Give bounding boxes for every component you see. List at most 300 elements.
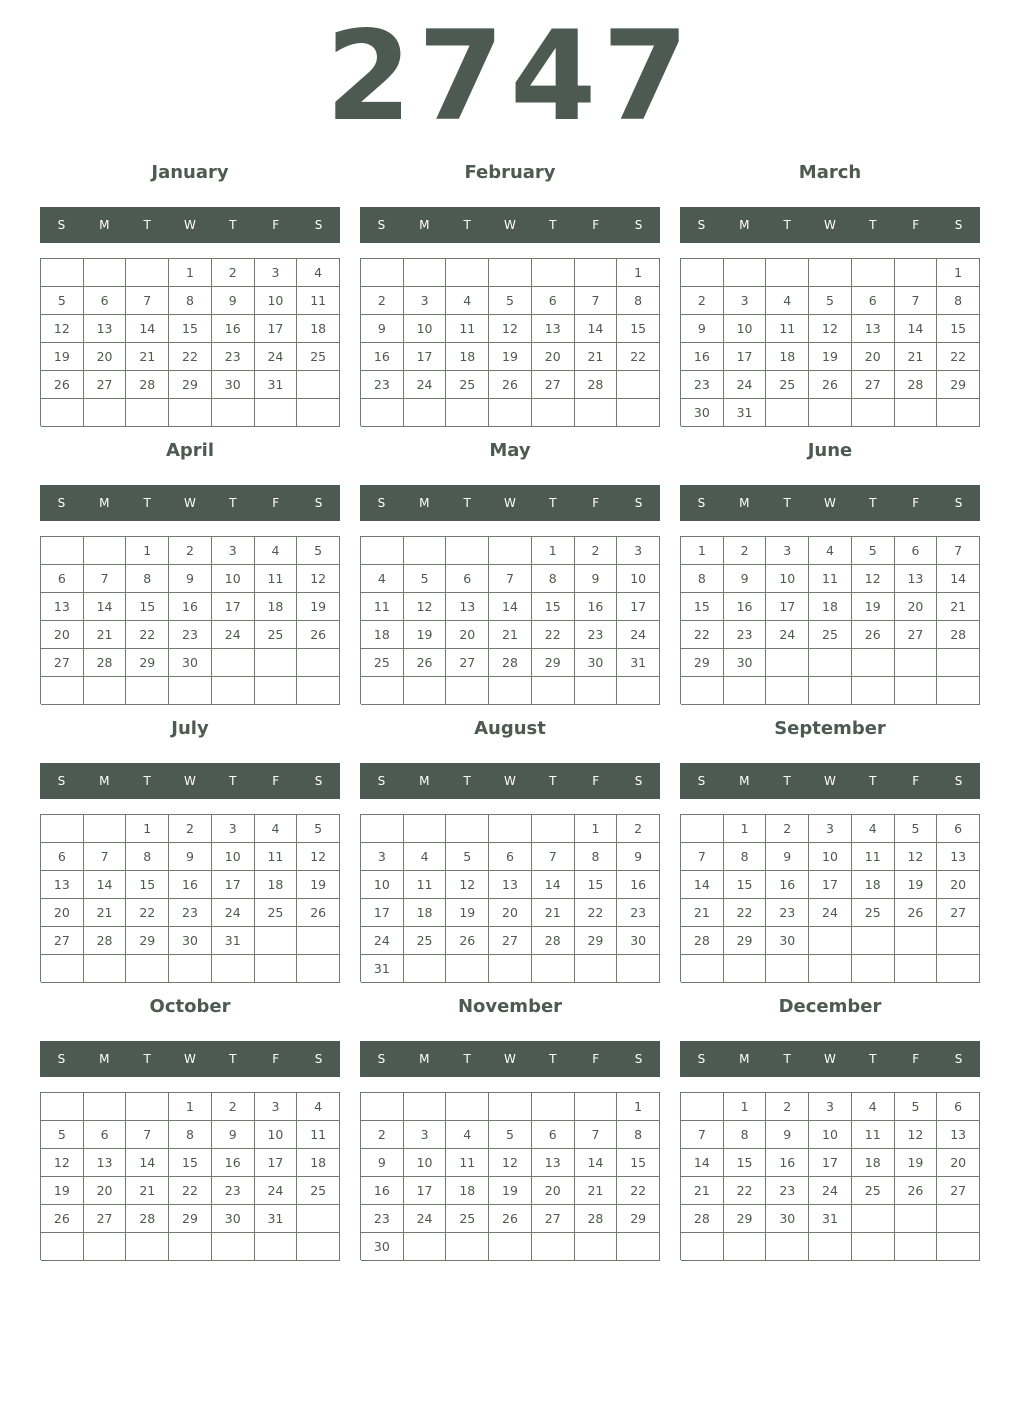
day-cell: 23 [681, 371, 724, 399]
day-cell: 26 [809, 371, 852, 399]
day-cell: 1 [617, 259, 660, 287]
weekday-label: T [783, 218, 791, 232]
day-cell: 2 [681, 287, 724, 315]
day-cell: 17 [212, 593, 255, 621]
day-cell: 17 [255, 1149, 298, 1177]
day-cell: 16 [766, 871, 809, 899]
day-cell: 29 [169, 371, 212, 399]
day-cell: 13 [532, 1149, 575, 1177]
day-cell: 19 [41, 343, 84, 371]
month-august [360, 711, 660, 989]
day-cell [895, 677, 938, 705]
day-cell: 21 [489, 621, 532, 649]
weekday-label: M [419, 218, 430, 232]
day-cell: 25 [446, 1205, 489, 1233]
day-cell: 11 [297, 1121, 340, 1149]
day-cell [404, 1093, 447, 1121]
day-cell: 5 [489, 287, 532, 315]
day-cell [255, 677, 298, 705]
day-cell: 9 [617, 843, 660, 871]
day-cell: 5 [446, 843, 489, 871]
day-cell [852, 927, 895, 955]
weekday-label: W [824, 496, 836, 510]
day-cell: 25 [361, 649, 404, 677]
day-cell: 5 [41, 1121, 84, 1149]
day-cell: 10 [809, 843, 852, 871]
day-cell: 20 [489, 899, 532, 927]
day-cell [84, 259, 127, 287]
day-cell: 15 [681, 593, 724, 621]
day-cell [489, 399, 532, 427]
weekday-label: T [869, 218, 877, 232]
weekday-label: F [912, 218, 920, 232]
day-cell [617, 955, 660, 983]
month-june [680, 433, 980, 711]
day-cell: 12 [297, 565, 340, 593]
day-cell: 27 [84, 1205, 127, 1233]
day-cell: 22 [532, 621, 575, 649]
day-cell [404, 259, 447, 287]
day-cell: 14 [937, 565, 980, 593]
day-cell: 10 [809, 1121, 852, 1149]
day-cell: 19 [489, 343, 532, 371]
day-cell [852, 955, 895, 983]
day-cell [361, 259, 404, 287]
day-cell: 9 [212, 1121, 255, 1149]
day-cell [169, 955, 212, 983]
day-cell: 24 [809, 1177, 852, 1205]
day-cell [255, 1233, 298, 1261]
weekday-label: T [143, 774, 151, 788]
day-cell: 27 [84, 371, 127, 399]
day-cell: 30 [617, 927, 660, 955]
day-cell: 21 [681, 1177, 724, 1205]
weekday-label: F [912, 496, 920, 510]
weekday-header [680, 1041, 980, 1077]
day-cell: 2 [617, 815, 660, 843]
day-cell [489, 1093, 532, 1121]
day-cell: 26 [852, 621, 895, 649]
day-cell: 28 [575, 371, 618, 399]
weekday-label: S [954, 218, 963, 232]
day-cell: 13 [895, 565, 938, 593]
day-cell: 19 [809, 343, 852, 371]
day-cell: 29 [532, 649, 575, 677]
day-cell: 8 [126, 565, 169, 593]
day-cell [617, 677, 660, 705]
day-cell: 17 [766, 593, 809, 621]
day-cell: 23 [766, 899, 809, 927]
day-cell [84, 537, 127, 565]
day-cell [809, 927, 852, 955]
weekday-label: T [549, 218, 557, 232]
day-cell: 20 [41, 899, 84, 927]
day-cell: 27 [446, 649, 489, 677]
day-cell: 16 [361, 343, 404, 371]
day-cell: 18 [446, 343, 489, 371]
day-cell [895, 259, 938, 287]
day-cell: 22 [681, 621, 724, 649]
weekday-label: T [549, 1052, 557, 1066]
day-cell: 24 [404, 371, 447, 399]
day-cell: 10 [212, 565, 255, 593]
day-cell: 8 [724, 843, 767, 871]
day-cell [489, 955, 532, 983]
days-grid [360, 258, 660, 426]
day-cell [84, 1093, 127, 1121]
day-cell: 22 [724, 899, 767, 927]
day-cell: 12 [489, 315, 532, 343]
month-may [360, 433, 660, 711]
day-cell [895, 955, 938, 983]
day-cell [404, 537, 447, 565]
day-cell [937, 955, 980, 983]
weekday-header [360, 485, 660, 521]
day-cell: 16 [681, 343, 724, 371]
days-grid [40, 1092, 340, 1260]
days-grid [360, 814, 660, 982]
day-cell: 18 [255, 871, 298, 899]
day-cell: 2 [212, 1093, 255, 1121]
weekday-label: S [377, 496, 386, 510]
day-cell: 22 [575, 899, 618, 927]
month-december [680, 989, 980, 1267]
day-cell: 29 [575, 927, 618, 955]
day-cell: 14 [681, 871, 724, 899]
day-cell [617, 371, 660, 399]
day-cell [297, 399, 340, 427]
day-cell [809, 1233, 852, 1261]
day-cell: 6 [937, 1093, 980, 1121]
day-cell: 28 [681, 1205, 724, 1233]
day-cell [212, 1233, 255, 1261]
day-cell: 26 [297, 621, 340, 649]
day-cell: 10 [404, 315, 447, 343]
day-cell: 25 [852, 1177, 895, 1205]
day-cell: 1 [724, 815, 767, 843]
day-cell: 4 [255, 537, 298, 565]
weekday-label: F [272, 1052, 280, 1066]
day-cell [809, 259, 852, 287]
day-cell: 17 [809, 871, 852, 899]
day-cell: 18 [852, 871, 895, 899]
day-cell: 23 [361, 371, 404, 399]
day-cell: 28 [84, 649, 127, 677]
day-cell: 29 [937, 371, 980, 399]
day-cell: 10 [255, 1121, 298, 1149]
day-cell: 24 [212, 621, 255, 649]
day-cell: 30 [766, 927, 809, 955]
day-cell: 3 [255, 259, 298, 287]
day-cell: 5 [895, 1093, 938, 1121]
day-cell: 31 [617, 649, 660, 677]
day-cell: 16 [766, 1149, 809, 1177]
day-cell: 12 [489, 1149, 532, 1177]
day-cell: 23 [212, 343, 255, 371]
day-cell: 17 [404, 1177, 447, 1205]
weekday-label: T [229, 774, 237, 788]
day-cell: 23 [361, 1205, 404, 1233]
day-cell: 23 [212, 1177, 255, 1205]
day-cell: 28 [681, 927, 724, 955]
day-cell [852, 1233, 895, 1261]
day-cell: 31 [212, 927, 255, 955]
day-cell [895, 649, 938, 677]
day-cell [575, 955, 618, 983]
day-cell [937, 1233, 980, 1261]
day-cell [489, 677, 532, 705]
day-cell: 8 [617, 287, 660, 315]
day-cell: 19 [895, 871, 938, 899]
day-cell: 15 [937, 315, 980, 343]
day-cell [852, 649, 895, 677]
day-cell: 23 [169, 899, 212, 927]
day-cell: 7 [489, 565, 532, 593]
day-cell [809, 677, 852, 705]
day-cell [297, 371, 340, 399]
day-cell: 11 [255, 843, 298, 871]
day-cell: 7 [937, 537, 980, 565]
day-cell: 13 [852, 315, 895, 343]
day-cell: 12 [895, 1121, 938, 1149]
day-cell [937, 399, 980, 427]
day-cell: 12 [404, 593, 447, 621]
day-cell [404, 1233, 447, 1261]
day-cell: 11 [852, 1121, 895, 1149]
day-cell [297, 955, 340, 983]
day-cell: 2 [169, 815, 212, 843]
day-cell: 16 [724, 593, 767, 621]
day-cell: 4 [809, 537, 852, 565]
day-cell: 15 [532, 593, 575, 621]
day-cell: 26 [446, 927, 489, 955]
day-cell: 9 [361, 315, 404, 343]
day-cell: 28 [937, 621, 980, 649]
day-cell: 1 [126, 815, 169, 843]
day-cell: 20 [852, 343, 895, 371]
day-cell [532, 1093, 575, 1121]
day-cell: 29 [126, 927, 169, 955]
day-cell: 7 [532, 843, 575, 871]
day-cell [489, 815, 532, 843]
day-cell: 10 [724, 315, 767, 343]
day-cell: 14 [575, 1149, 618, 1177]
day-cell: 1 [169, 259, 212, 287]
day-cell: 26 [489, 371, 532, 399]
day-cell: 25 [255, 899, 298, 927]
weekday-label: F [592, 218, 600, 232]
day-cell: 9 [575, 565, 618, 593]
day-cell: 16 [212, 315, 255, 343]
day-cell: 21 [126, 343, 169, 371]
day-cell: 24 [404, 1205, 447, 1233]
day-cell: 2 [766, 815, 809, 843]
month-name: January [151, 162, 229, 183]
day-cell [681, 1093, 724, 1121]
day-cell [84, 399, 127, 427]
day-cell [446, 1093, 489, 1121]
day-cell: 6 [41, 843, 84, 871]
day-cell: 16 [212, 1149, 255, 1177]
day-cell: 13 [84, 1149, 127, 1177]
day-cell: 3 [212, 815, 255, 843]
weekday-header [680, 763, 980, 799]
day-cell: 23 [575, 621, 618, 649]
day-cell: 11 [255, 565, 298, 593]
day-cell: 12 [809, 315, 852, 343]
month-february [360, 155, 660, 433]
month-name: December [778, 996, 882, 1017]
weekday-label: S [954, 1052, 963, 1066]
day-cell: 25 [297, 343, 340, 371]
day-cell: 16 [169, 593, 212, 621]
month-name: October [149, 996, 231, 1017]
day-cell [297, 1205, 340, 1233]
day-cell: 5 [297, 537, 340, 565]
day-cell [575, 1233, 618, 1261]
day-cell: 8 [937, 287, 980, 315]
day-cell [809, 399, 852, 427]
day-cell: 9 [724, 565, 767, 593]
day-cell: 27 [895, 621, 938, 649]
day-cell [681, 677, 724, 705]
day-cell [446, 259, 489, 287]
month-november [360, 989, 660, 1267]
day-cell: 5 [852, 537, 895, 565]
day-cell: 5 [297, 815, 340, 843]
day-cell: 29 [617, 1205, 660, 1233]
day-cell: 20 [41, 621, 84, 649]
day-cell: 20 [446, 621, 489, 649]
day-cell: 25 [297, 1177, 340, 1205]
day-cell: 21 [126, 1177, 169, 1205]
weekday-label: M [739, 496, 750, 510]
weekday-label: T [783, 774, 791, 788]
day-cell: 12 [41, 315, 84, 343]
day-cell [446, 399, 489, 427]
day-cell: 27 [937, 1177, 980, 1205]
day-cell [766, 677, 809, 705]
weekday-label: T [463, 774, 471, 788]
day-cell: 24 [724, 371, 767, 399]
day-cell: 18 [852, 1149, 895, 1177]
weekday-label: S [314, 218, 323, 232]
day-cell: 4 [361, 565, 404, 593]
days-grid [680, 258, 980, 426]
month-name: February [464, 162, 556, 183]
day-cell: 21 [575, 1177, 618, 1205]
day-cell: 28 [84, 927, 127, 955]
day-cell: 12 [895, 843, 938, 871]
days-grid [40, 258, 340, 426]
day-cell [84, 677, 127, 705]
month-october [40, 989, 340, 1267]
day-cell: 24 [212, 899, 255, 927]
days-grid [40, 814, 340, 982]
day-cell: 8 [169, 1121, 212, 1149]
day-cell: 20 [937, 871, 980, 899]
weekday-label: T [869, 774, 877, 788]
day-cell: 15 [169, 1149, 212, 1177]
weekday-label: F [592, 774, 600, 788]
day-cell: 11 [361, 593, 404, 621]
month-january [40, 155, 340, 433]
day-cell: 15 [575, 871, 618, 899]
month-july [40, 711, 340, 989]
month-name: April [165, 440, 215, 461]
weekday-label: T [869, 496, 877, 510]
day-cell [532, 259, 575, 287]
day-cell: 1 [617, 1093, 660, 1121]
weekday-label: F [272, 218, 280, 232]
day-cell [532, 815, 575, 843]
day-cell [255, 399, 298, 427]
weekday-label: S [57, 1052, 66, 1066]
day-cell [681, 1233, 724, 1261]
day-cell: 28 [895, 371, 938, 399]
day-cell: 28 [126, 1205, 169, 1233]
weekday-label: F [912, 1052, 920, 1066]
day-cell: 21 [681, 899, 724, 927]
weekday-label: M [99, 496, 110, 510]
day-cell: 2 [575, 537, 618, 565]
day-cell: 4 [404, 843, 447, 871]
day-cell: 14 [681, 1149, 724, 1177]
day-cell [766, 1233, 809, 1261]
weekday-label: T [783, 496, 791, 510]
day-cell: 30 [212, 1205, 255, 1233]
day-cell: 10 [255, 287, 298, 315]
month-name: May [489, 440, 531, 461]
day-cell [41, 1233, 84, 1261]
day-cell: 28 [532, 927, 575, 955]
day-cell: 30 [724, 649, 767, 677]
weekday-header [360, 207, 660, 243]
weekday-label: T [143, 1052, 151, 1066]
day-cell [41, 677, 84, 705]
day-cell: 9 [766, 843, 809, 871]
weekday-label: T [143, 218, 151, 232]
day-cell: 31 [255, 371, 298, 399]
day-cell: 5 [809, 287, 852, 315]
weekday-label: T [549, 496, 557, 510]
day-cell: 21 [84, 621, 127, 649]
day-cell: 21 [575, 343, 618, 371]
day-cell: 30 [212, 371, 255, 399]
day-cell [84, 815, 127, 843]
months-grid [40, 155, 980, 1267]
day-cell [681, 815, 724, 843]
day-cell: 25 [446, 371, 489, 399]
day-cell: 8 [169, 287, 212, 315]
day-cell: 30 [575, 649, 618, 677]
day-cell: 23 [617, 899, 660, 927]
day-cell [681, 955, 724, 983]
day-cell: 6 [84, 1121, 127, 1149]
day-cell: 3 [404, 1121, 447, 1149]
day-cell: 11 [297, 287, 340, 315]
day-cell: 25 [852, 899, 895, 927]
days-grid [360, 1092, 660, 1260]
day-cell: 6 [532, 1121, 575, 1149]
day-cell [575, 259, 618, 287]
day-cell: 21 [937, 593, 980, 621]
day-cell: 18 [361, 621, 404, 649]
day-cell: 26 [297, 899, 340, 927]
weekday-label: W [824, 774, 836, 788]
day-cell: 15 [617, 1149, 660, 1177]
day-cell: 24 [809, 899, 852, 927]
